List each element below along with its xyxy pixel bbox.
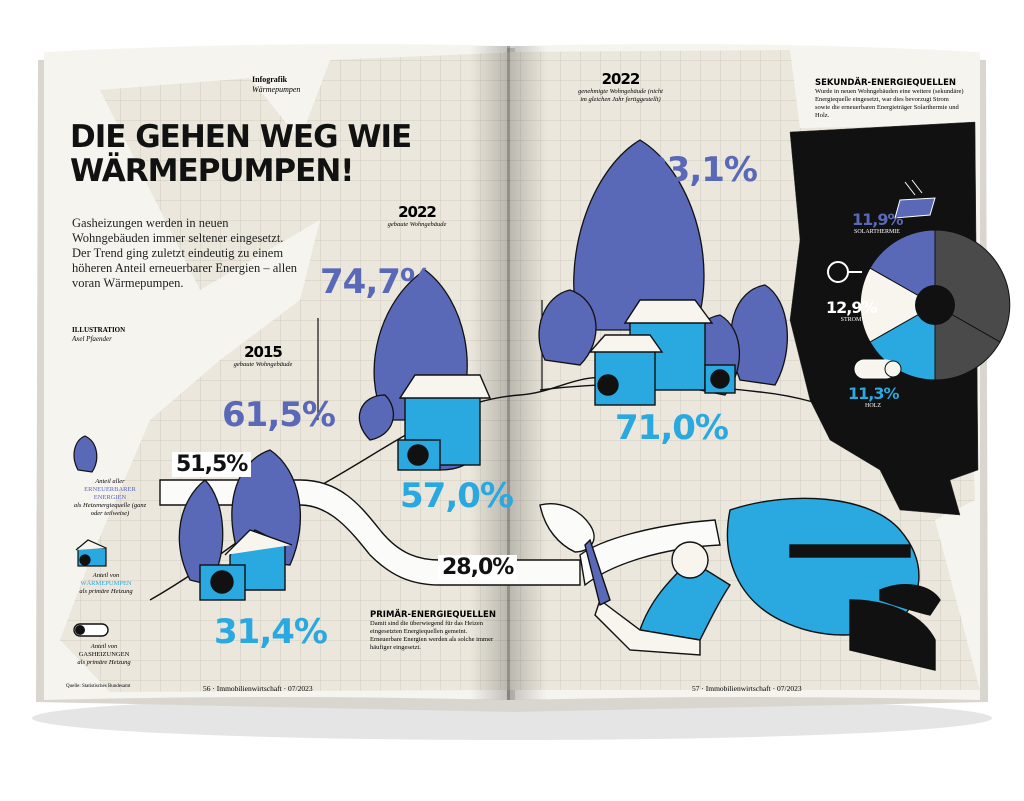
legend-heatpump-name: WÄRMEPUMPEN xyxy=(80,580,132,587)
legend-heatpump-line3: als primäre Heizung xyxy=(79,588,133,595)
secondary-solar xyxy=(852,210,902,235)
gas-pipe-icon xyxy=(74,624,108,636)
electricity-value: 12,9% xyxy=(826,298,877,317)
headline-line-1: DIE GEHEN WEG WIE xyxy=(70,119,412,155)
wood-log-icon xyxy=(855,360,901,378)
source-note: Quelle: Statistisches Bundesamt xyxy=(66,684,131,689)
kicker-sub: Wärmepumpen xyxy=(252,85,301,94)
wood-label: HOLZ xyxy=(865,403,881,409)
year-2015: 2015 xyxy=(244,343,282,361)
primary-sources-block xyxy=(370,610,500,652)
solar-label: SOLARTHERMIE xyxy=(854,229,900,235)
legend-heatpump-line1: Anteil von xyxy=(92,572,120,579)
secondary-donut-chart xyxy=(860,230,1010,380)
year-2022-approved-sub: genehmigte Wohngebäude (nicht im gleichen Jahr fertiggestellt) xyxy=(578,88,663,103)
year-2015-sub: gebaute Wohngebäude xyxy=(233,361,293,368)
credit-name: Axel Pfaender xyxy=(72,335,112,343)
year-2015-block xyxy=(218,343,308,368)
secondary-electricity xyxy=(826,298,876,323)
legend-heatpump xyxy=(66,572,146,596)
value-heatpump-2022: 57,0% xyxy=(400,476,513,516)
secondary-sources-block xyxy=(815,78,965,120)
legend-renewable-name: ERNEUERBARER ENERGIEN xyxy=(84,486,136,501)
kicker-block xyxy=(252,75,300,95)
legend-renewable-line3: als Heizenergiequelle (ganz oder teilweise) xyxy=(73,502,147,517)
wood-value: 11,3% xyxy=(848,384,899,403)
secondary-text: Wurde in neuen Wohngebäuden eine weitere (sekundäre) Energiequelle eingesetzt, war dies bevorzugt Strom sowie die erneuerbaren Energieträger Solarthermie und Holz. xyxy=(815,88,964,119)
value-gas-2022: 28,0% xyxy=(438,555,517,580)
house-heatpump-icon-2022 xyxy=(398,375,490,470)
legend-gas xyxy=(64,643,144,667)
legend-gas-line3: als primäre Heizung xyxy=(77,659,131,666)
illustration-credit xyxy=(72,326,125,344)
primary-text: Damit sind die überwiegend für das Heizen eingesetzten Energiequellen gemeint. Erneuerbare Energien werden als solche immer häufiger eingesetzt. xyxy=(370,620,494,651)
value-renewable-2015: 61,5% xyxy=(222,395,335,435)
year-2022-block xyxy=(372,203,462,228)
legend-gas-line1: Anteil von xyxy=(90,643,118,650)
value-gas-2015: 51,5% xyxy=(172,452,251,477)
value-renewable-2022: 74,7% xyxy=(320,262,433,302)
solar-value: 11,9% xyxy=(852,210,903,229)
headline-line-2: WÄRMEPUMPEN! xyxy=(70,153,354,189)
credit-label: ILLUSTRATION xyxy=(72,326,126,334)
kicker: Infografik xyxy=(252,75,288,84)
legend-renewable-line1: Anteil aller xyxy=(95,478,125,485)
folio-right: 57 · Immobilienwirtschaft · 07/2023 xyxy=(692,684,802,693)
primary-title: PRIMÄR-ENERGIEQUELLEN xyxy=(370,610,496,620)
legend-gas-name: GASHEIZUNGEN xyxy=(78,651,130,658)
value-heatpump-2015: 31,4% xyxy=(214,612,327,652)
folio-left: 56 · Immobilienwirtschaft · 07/2023 xyxy=(203,684,313,693)
headline xyxy=(70,120,411,188)
secondary-title: SEKUNDÄR-ENERGIEQUELLEN xyxy=(815,78,956,88)
intro-text: Gasheizungen werden in neuen Wohngebäuden immer seltener eingesetzt. Der Trend ging zuletzt eindeutig zu einem höheren Anteil erneuerbarer Energien – allen voran Wärmepumpen. xyxy=(72,216,298,290)
year-2022-approved-block xyxy=(578,70,663,104)
secondary-wood xyxy=(848,384,898,409)
electricity-label: STROM xyxy=(840,317,862,323)
value-heatpump-2022-approved: 71,0% xyxy=(615,408,728,448)
year-2022: 2022 xyxy=(398,203,436,221)
legend-renewable xyxy=(70,478,150,518)
year-2022-approved: 2022 xyxy=(601,70,640,88)
year-2022-sub: gebaute Wohngebäude xyxy=(387,221,447,228)
value-renewable-2022-approved: 83,1% xyxy=(644,150,757,190)
